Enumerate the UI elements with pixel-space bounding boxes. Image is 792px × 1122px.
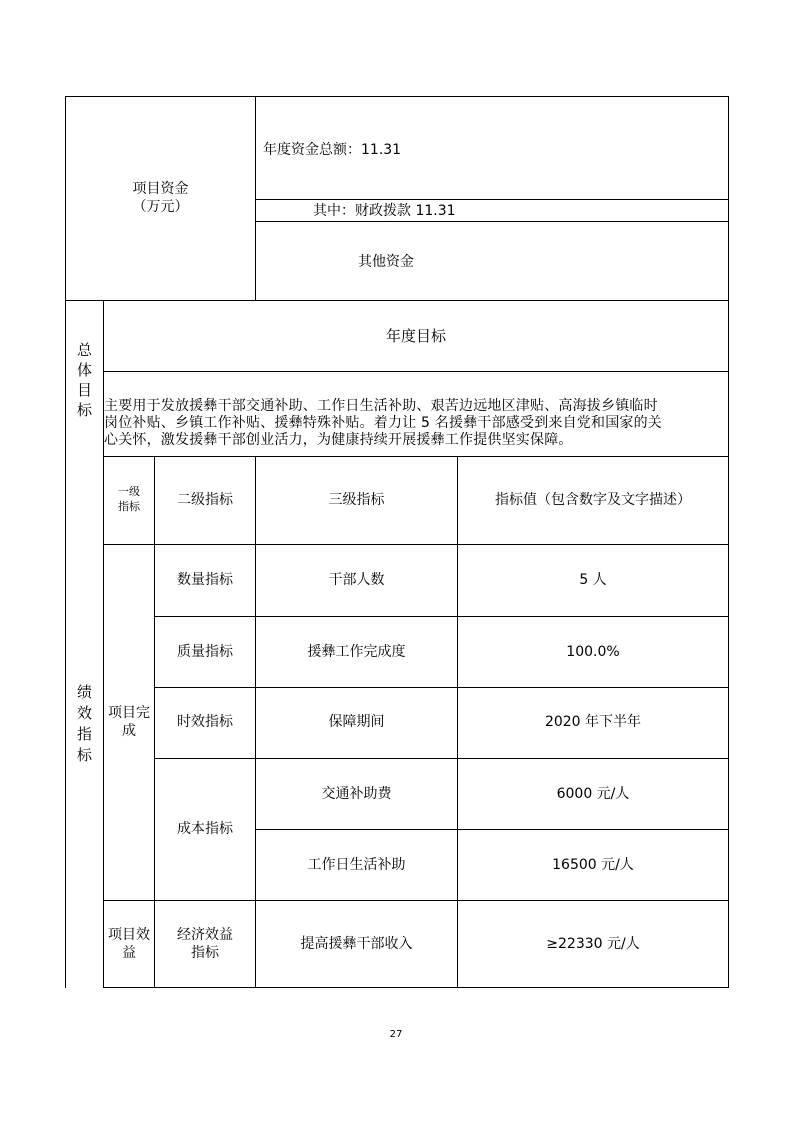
funds-other: 其他资金 [358, 254, 414, 270]
performance-side-label: 绩 效 指 标 [76, 683, 92, 764]
annual-goal-description: 主要用于发放援彝干部交通补助、工作日生活补助、艰苦边远地区津贴、高海拔乡镇临时 岗位补贴、乡镇工作补贴、援彝特殊补贴。着力让 5 名援彝干部感受到来自党和国家的关 心关怀，激发援彝干部创业活力，为健康持续开展援彝工作提供坚实保障。 [104, 398, 663, 448]
table-row-level3: 保障期间 [328, 714, 385, 730]
funds-fiscal: 其中：财政拨款 11.31 [313, 203, 456, 219]
table-row-level3: 交通补助费 [321, 786, 392, 802]
table-row-value: 2020 年下半年 [544, 714, 642, 730]
table-row-level3: 工作日生活补助 [307, 857, 406, 873]
table-row-level2: 成本指标 [177, 821, 233, 837]
header-value: 指标值（包含数字及文字描述） [495, 492, 691, 508]
table-row-value: 100.0% [566, 644, 620, 660]
benefit-level2: 经济效益 指标 [177, 927, 233, 961]
annual-goal-header: 年度目标 [385, 327, 446, 345]
header-level3: 三级指标 [328, 492, 385, 508]
table-row-level3: 干部人数 [328, 572, 385, 588]
funds-label: 项目资金 （万元） [132, 181, 189, 215]
table-row-level2: 时效指标 [177, 714, 233, 730]
table-row-value: 6000 元/人 [556, 786, 630, 802]
table-row-level2: 质量指标 [177, 644, 233, 660]
benefit-value: ≥22330 元/人 [546, 936, 640, 952]
header-level2: 二级指标 [177, 492, 233, 508]
completion-label: 项目完 成 [108, 705, 150, 739]
table-row-level2: 数量指标 [177, 572, 233, 588]
funds-total: 年度资金总额：11.31 [263, 142, 402, 158]
table-row-value: 16500 元/人 [552, 857, 634, 873]
overall-side-label: 总 体 目 标 [76, 341, 92, 419]
page-number: 27 [389, 1029, 403, 1040]
benefit-label: 项目效 益 [108, 927, 150, 961]
table-row-level3: 援彝工作完成度 [307, 644, 406, 660]
benefit-level3: 提高援彝干部收入 [300, 936, 413, 952]
header-level1: 一级 指标 [118, 485, 140, 513]
table-row-value: 5 人 [579, 572, 607, 588]
